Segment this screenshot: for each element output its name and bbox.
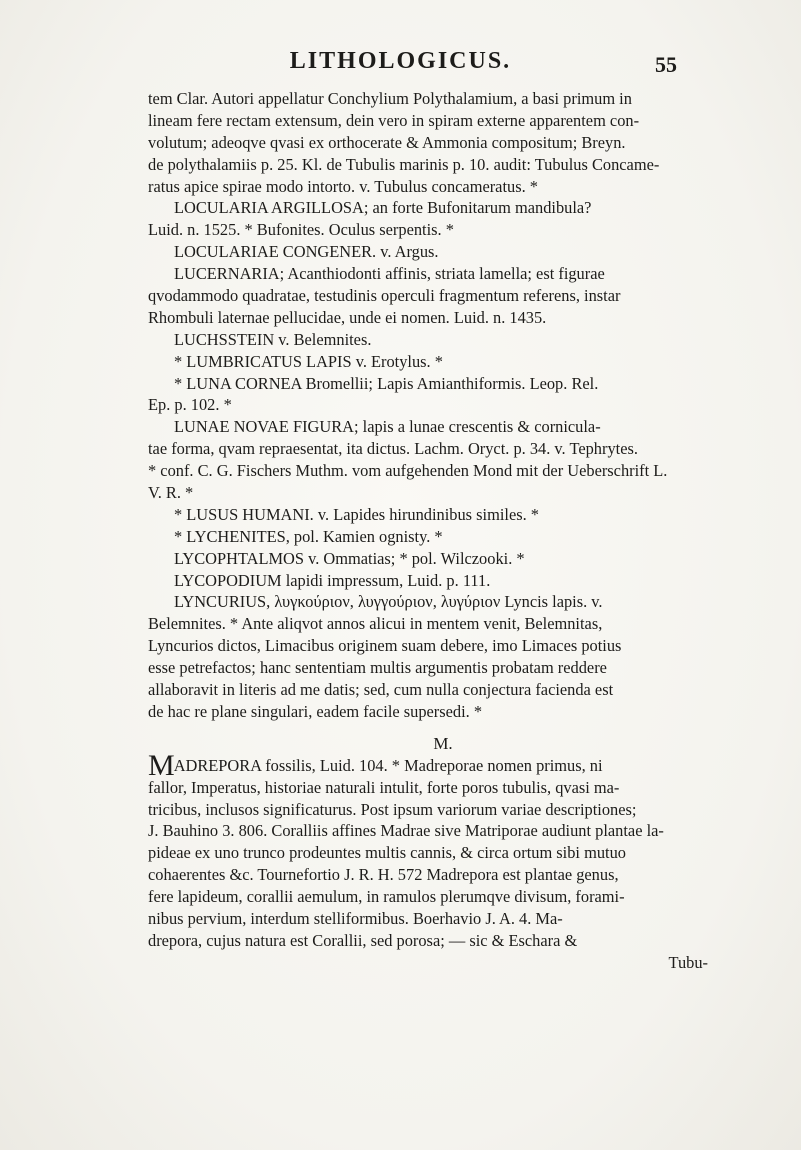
text-line: tricibus, inclusos significaturus. Post ipsum variorum variae descriptiones; (148, 799, 637, 819)
text-line: LUCHSSTEIN v. Belemnites. (174, 329, 372, 349)
text-line: Rhombuli laternae pellucidae, unde ei nomen. Luid. n. 1435. (148, 307, 547, 327)
text-line: ratus apice spirae modo intorto. v. Tubulus concameratus. * (148, 176, 538, 196)
text-line: J. Bauhino 3. 806. Coralliis affines Madrae sive Matriporae audiunt plantae la- (148, 821, 664, 841)
text-line: Lyncurios dictos, Limacibus originem suam debere, imo Limaces potius (148, 636, 622, 656)
text-line: LOCULARIAE CONGENER. v. Argus. (174, 242, 439, 262)
text-line: Luid. n. 1525. * Bufonites. Oculus serpentis. * (148, 220, 454, 240)
section-gap (148, 723, 708, 733)
text-line: qvodammodo quadratae, testudinis operculi fragmentum referens, instar (148, 286, 621, 306)
running-title: LITHOLOGICUS. (289, 48, 512, 74)
text-line: * LYCHENITES, pol. Kamien ognisty. * (174, 526, 443, 546)
text-block (148, 88, 708, 974)
catchword: Tubu- (668, 952, 708, 972)
text-line: lineam fere rectam extensum, dein vero in spiram externe apparentem con- (148, 110, 640, 130)
text-line: V. R. * (148, 483, 194, 503)
text-line: * conf. C. G. Fischers Muthm. vom aufgehenden Mond mit der Ueberschrift L. (148, 461, 668, 481)
dropcap-line (148, 755, 708, 777)
text-line: * LUNA CORNEA Bromellii; Lapis Amianthiformis. Leop. Rel. (174, 373, 599, 393)
text-line: pideae ex uno trunco prodeuntes multis cannis, & circa ortum sibi mutuo (148, 843, 626, 863)
drop-cap: M (148, 754, 174, 777)
text-line: fallor, Imperatus, historiae naturali intulit, forte poros tubulis, qvasi ma- (148, 777, 620, 797)
text-line: volutum; adeoqve qvasi ex orthocerate & Ammonia compositum; Breyn. (148, 132, 626, 152)
text-line: tem Clar. Autori appellatur Conchylium Polythalamium, a basi primum in (148, 89, 632, 108)
text-line: drepora, cujus natura est Corallii, sed porosa; — sic & Eschara & (148, 930, 578, 950)
text-line: de hac re plane singulari, eadem facile supersedi. * (148, 701, 483, 721)
section-letter: M. (433, 733, 453, 753)
text-line: tae forma, qvam repraesentat, ita dictus. Lachm. Oryct. p. 34. v. Tephrytes. (148, 439, 638, 459)
text-line: cohaerentes &c. Tournefortio J. R. H. 572 Madrepora est plantae genus, (148, 865, 619, 885)
text-line: fere lapideum, corallii aemulum, in ramulos plerumqve divisum, forami- (148, 887, 625, 907)
text-line: LYCOPHTALMOS v. Ommatias; * pol. Wilczooki. * (174, 548, 525, 568)
text-line: * LUMBRICATUS LAPIS v. Erotylus. * (174, 351, 443, 371)
text-line: LUNAE NOVAE FIGURA; lapis a lunae crescentis & cornicula- (174, 417, 601, 437)
section-m-lines (148, 777, 708, 952)
first-line-text: ADREPORA fossilis, Luid. 104. * Madreporae nomen primus, ni (173, 755, 603, 775)
text-line: LYNCURIUS, λυγκούριον, λυγγούριον, λυγύριον Lyncis lapis. v. (174, 592, 603, 612)
text-line: nibus pervium, interdum stelliformibus. Boerhavio J. A. 4. Ma- (148, 908, 563, 928)
text-line: LYCOPODIUM lapidi impressum, Luid. p. 111. (174, 570, 491, 590)
text-line: * LUSUS HUMANI. v. Lapides hirundinibus similes. * (174, 504, 539, 524)
page-number: 55 (655, 52, 677, 77)
text-line: Belemnites. * Ante aliqvot annos alicui in mentem venit, Belemnitas, (148, 614, 603, 634)
entry-lines (148, 88, 708, 723)
text-line: esse petrefactos; hanc sententiam multis argumentis probatam reddere (148, 658, 607, 678)
text-line: de polythalamiis p. 25. Kl. de Tubulis marinis p. 10. audit: Tubulus Concame- (148, 154, 660, 174)
text-line: LUCERNARIA; Acanthiodonti affinis, striata lamella; est figurae (174, 264, 605, 284)
text-line: Ep. p. 102. * (148, 395, 232, 415)
text-line: allaboravit in literis ad me datis; sed, cum nulla conjectura facienda est (148, 680, 614, 700)
text-line: LOCULARIA ARGILLOSA; an forte Bufonitarum mandibula? (174, 198, 592, 218)
